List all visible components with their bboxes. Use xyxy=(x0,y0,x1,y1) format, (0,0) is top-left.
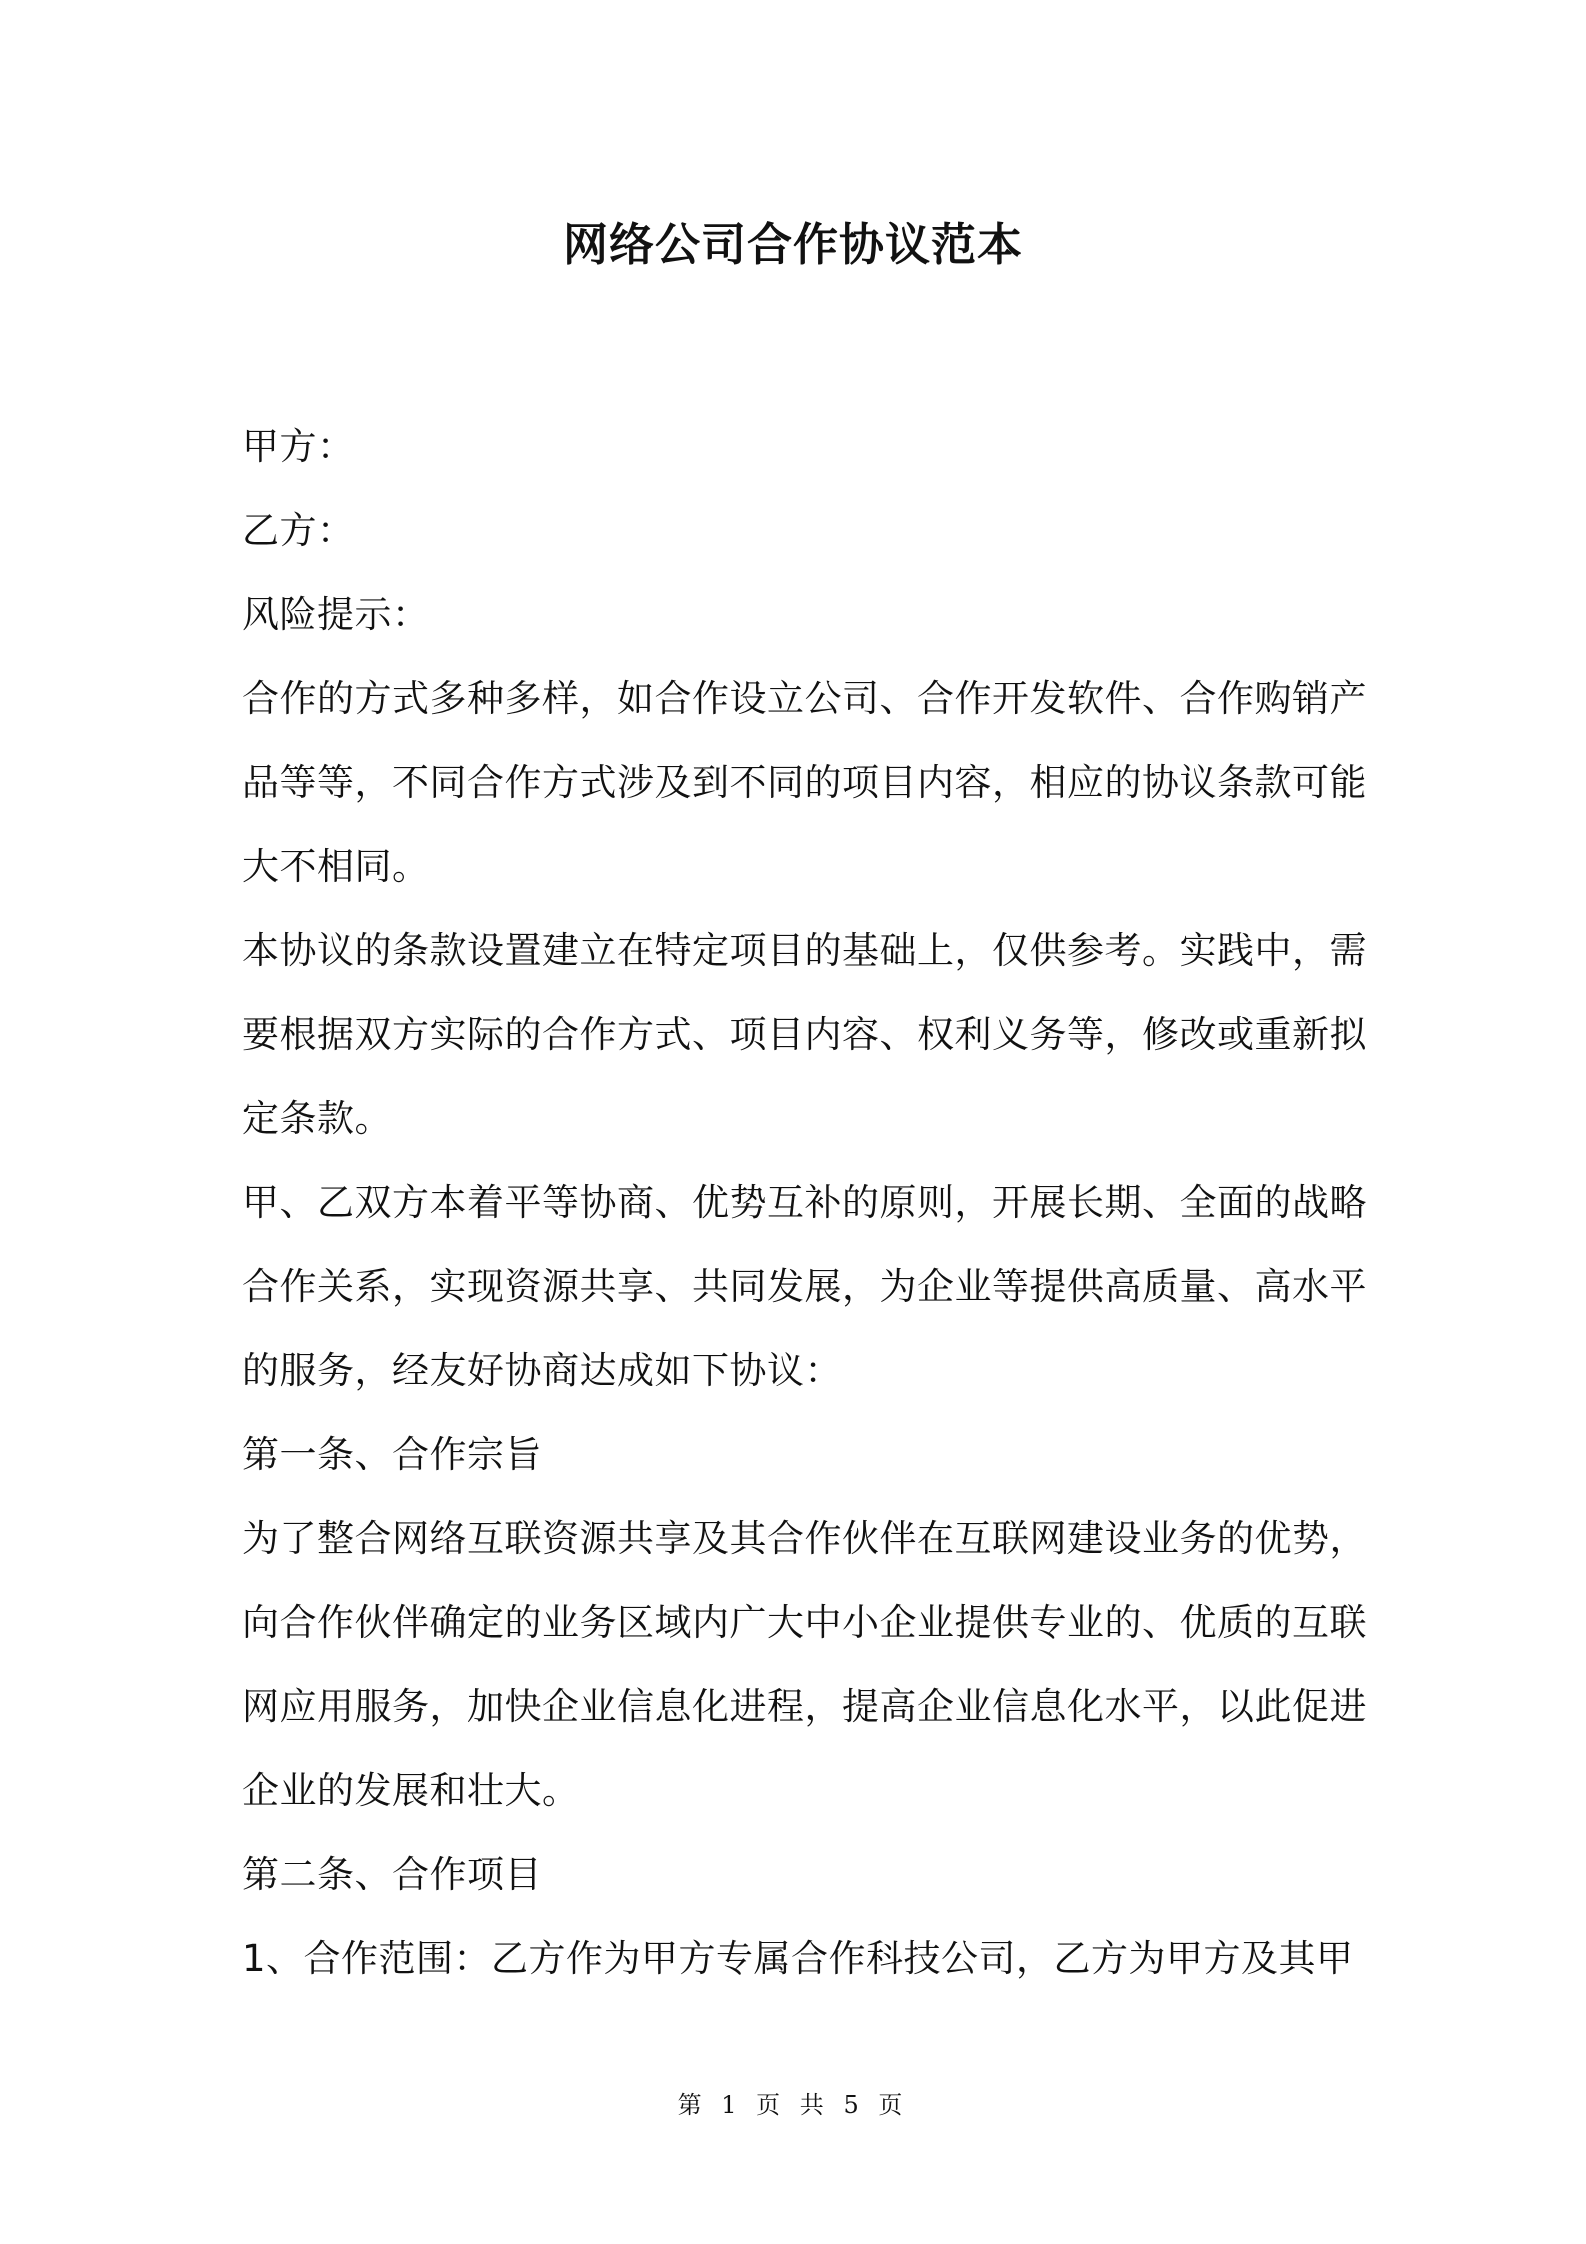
document-title: 网络公司合作协议范本 xyxy=(562,218,1023,271)
page-number-footer: 第 1 页 共 5 页 xyxy=(677,2091,909,2119)
article-2-heading: 第二条、合作项目 xyxy=(242,1853,542,1896)
agreement-intro-paragraph: 甲、乙双方本着平等协商、优势互补的原则，开展长期、全面的战略合作关系，实现资源共享、共同发展，为企业等提供高质量、高水平的服务，经友好协商达成如下协议： xyxy=(242,1181,1367,1392)
article-1-paragraph: 为了整合网络互联资源共享及其合作伙伴在互联网建设业务的优势，向合作伙伴确定的业务区域内广大中小企业提供专业的、优质的互联网应用服务，加快企业信息化进程，提高企业信息化水平，以此促进企业的发展和壮大。 xyxy=(242,1517,1367,1812)
risk-notice-heading: 风险提示： xyxy=(242,593,430,636)
article-1-heading: 第一条、合作宗旨 xyxy=(242,1433,542,1476)
risk-notice-paragraph-2: 本协议的条款设置建立在特定项目的基础上，仅供参考。实践中，需要根据双方实际的合作方式、项目内容、权利义务等，修改或重新拟定条款。 xyxy=(242,929,1367,1140)
party-b-line: 乙方： xyxy=(242,509,355,552)
article-2-item-1: 1、合作范围：乙方作为甲方专属合作科技公司，乙方为甲方及其甲 xyxy=(242,1937,1354,1980)
document-body xyxy=(242,405,1367,2001)
party-a-line: 甲方： xyxy=(242,425,355,468)
risk-notice-paragraph-1: 合作的方式多种多样，如合作设立公司、合作开发软件、合作购销产品等等，不同合作方式涉及到不同的项目内容，相应的协议条款可能大不相同。 xyxy=(242,677,1367,888)
